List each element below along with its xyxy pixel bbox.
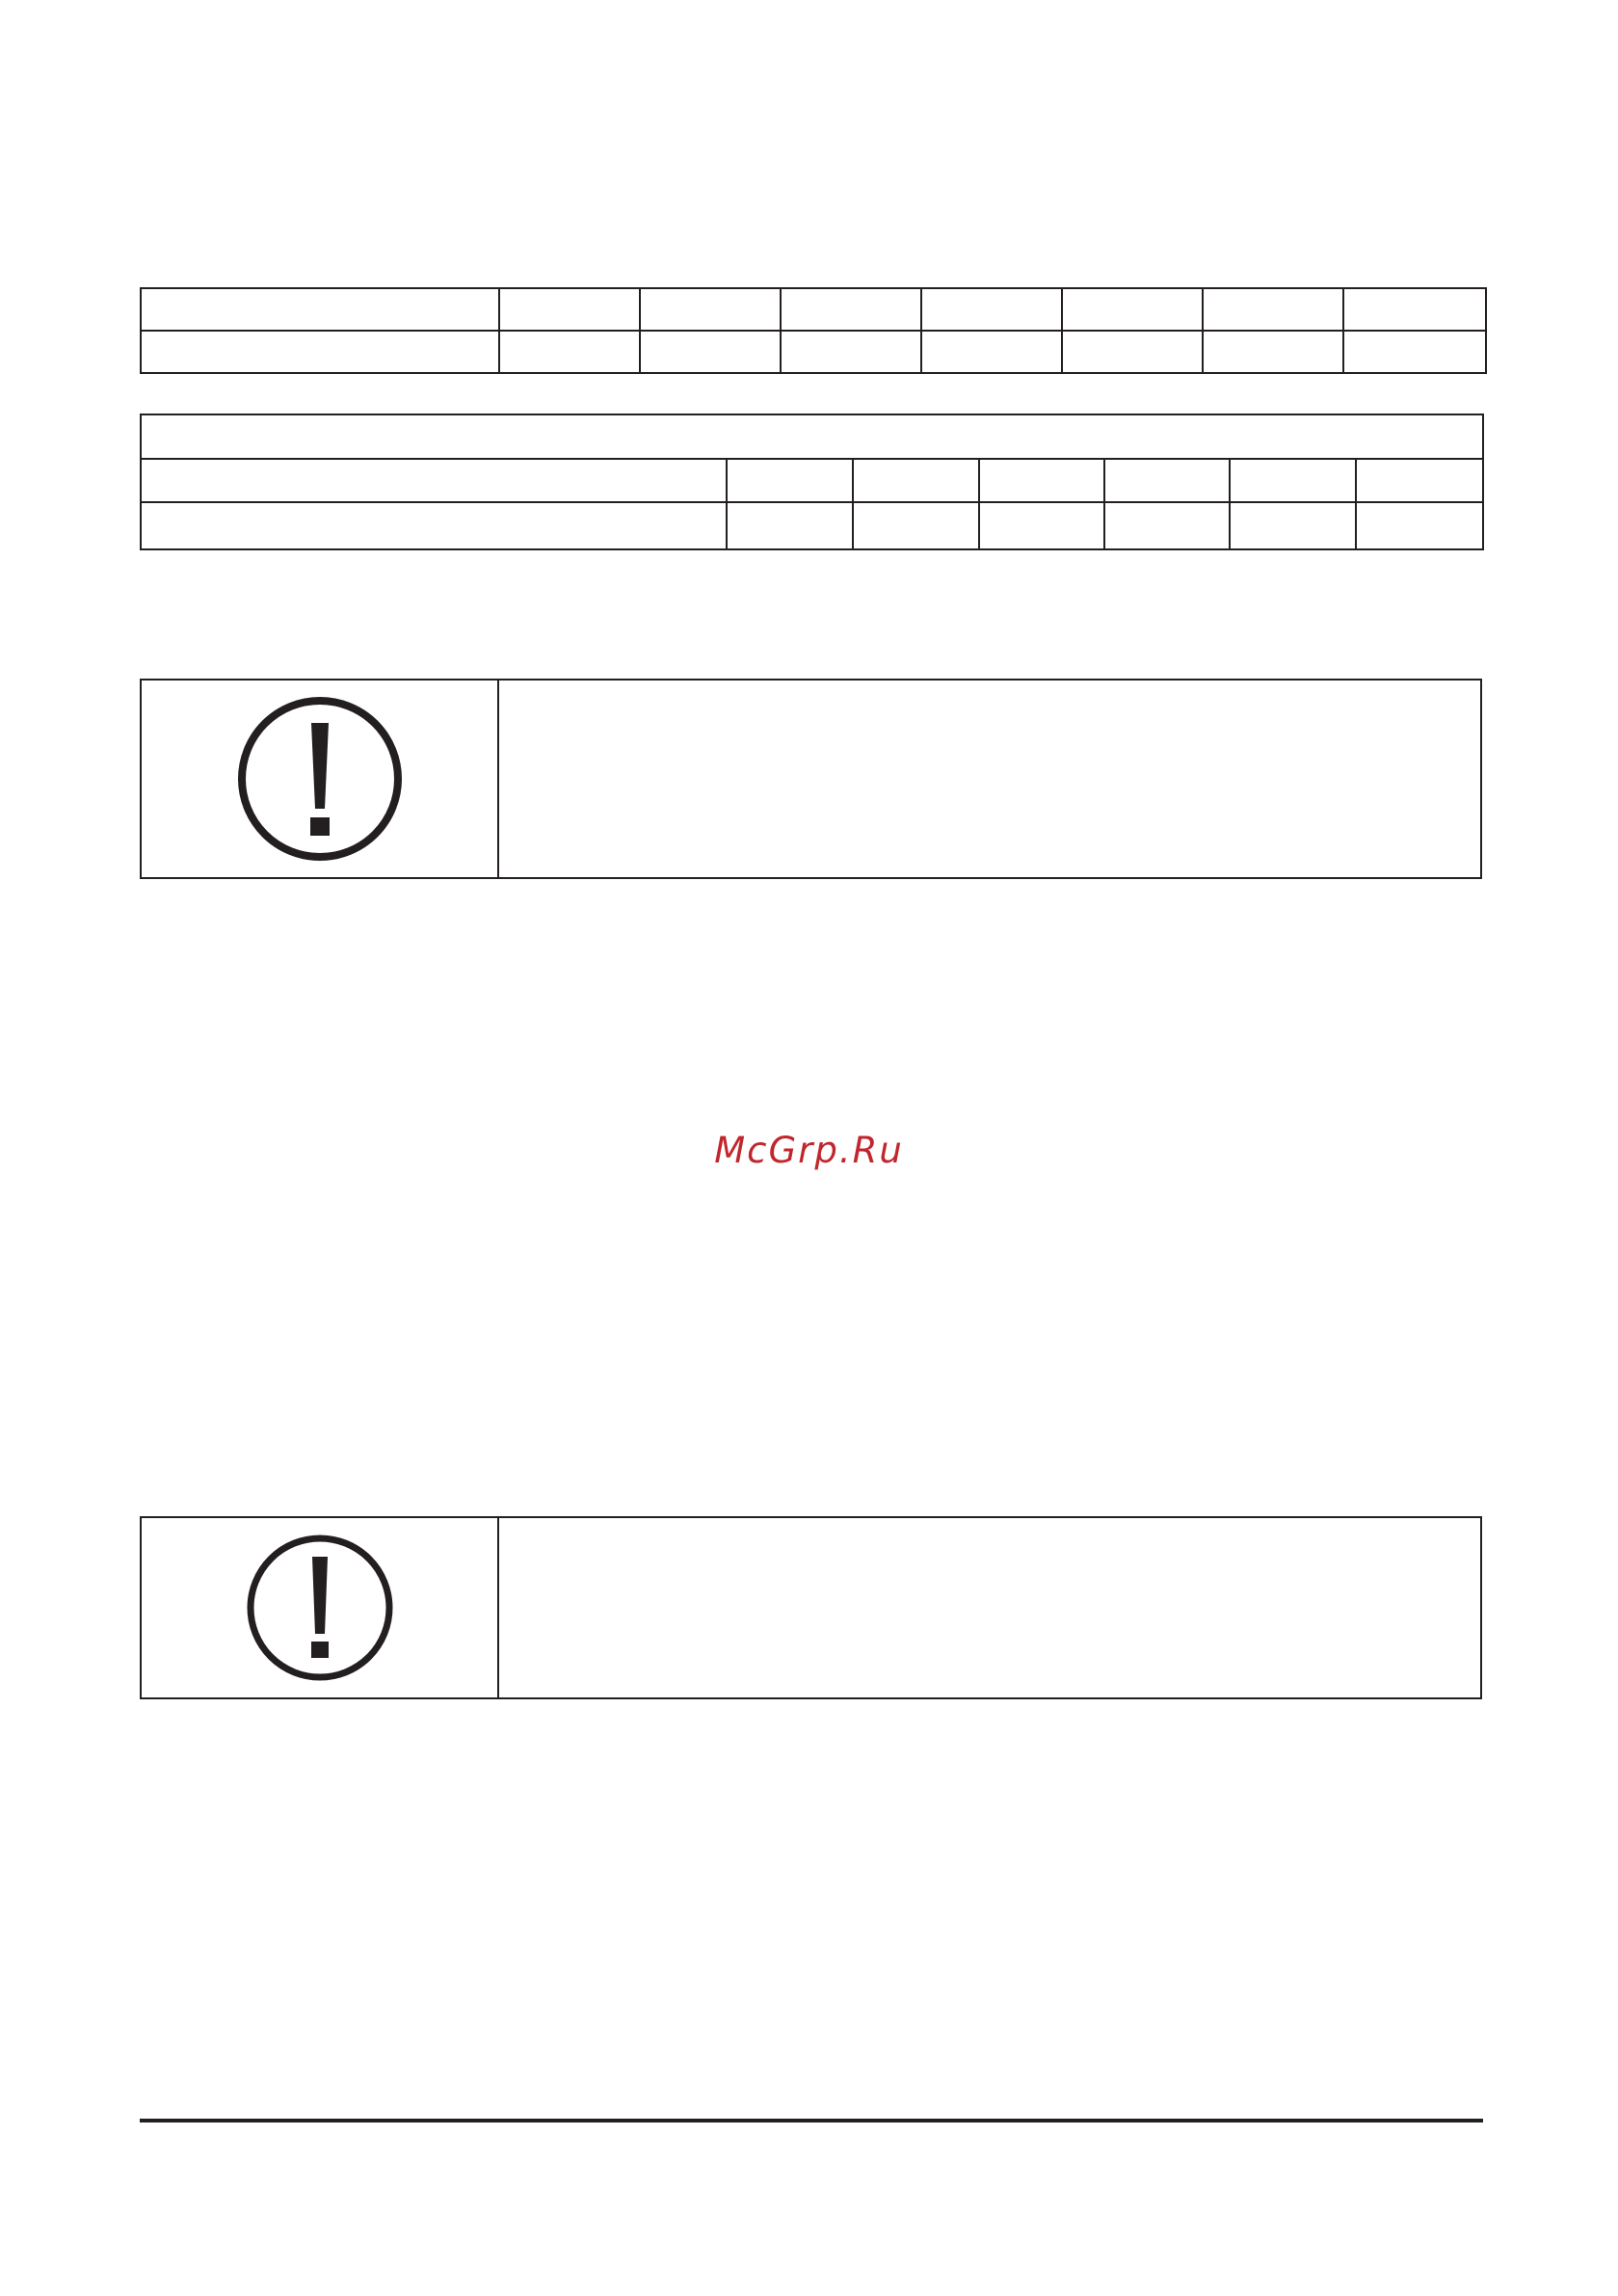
table-cell bbox=[979, 502, 1104, 549]
table-cell bbox=[141, 502, 727, 549]
table-header-cell bbox=[141, 414, 1483, 459]
table-cell bbox=[1104, 502, 1230, 549]
table-cell bbox=[781, 331, 921, 373]
table-row bbox=[141, 459, 1483, 502]
spec-table-1 bbox=[140, 287, 1487, 374]
table-cell bbox=[1062, 288, 1203, 331]
spec-table-2 bbox=[140, 414, 1484, 550]
table-cell bbox=[1230, 502, 1356, 549]
exclamation-circle-icon bbox=[245, 1533, 395, 1683]
table-cell bbox=[1343, 331, 1486, 373]
table-row bbox=[141, 502, 1483, 549]
caution-notice bbox=[140, 1516, 1482, 1699]
table-cell bbox=[727, 459, 853, 502]
table-row bbox=[141, 331, 1486, 373]
table-header-row bbox=[141, 414, 1483, 459]
notice-icon-cell bbox=[142, 681, 499, 877]
table-row bbox=[141, 288, 1486, 331]
table-cell bbox=[141, 459, 727, 502]
watermark: McGrp.Ru bbox=[714, 1130, 904, 1171]
table-cell bbox=[1203, 331, 1343, 373]
caution-notice bbox=[140, 679, 1482, 879]
table-cell bbox=[921, 288, 1062, 331]
exclamation-circle-icon bbox=[235, 694, 405, 864]
table-cell bbox=[1203, 288, 1343, 331]
table-cell bbox=[853, 502, 979, 549]
table-cell bbox=[1356, 502, 1483, 549]
notice-icon-cell bbox=[142, 1518, 499, 1697]
table-cell bbox=[853, 459, 979, 502]
table-cell bbox=[1230, 459, 1356, 502]
table-cell bbox=[1356, 459, 1483, 502]
table-cell bbox=[1062, 331, 1203, 373]
table-cell bbox=[640, 288, 781, 331]
table-cell bbox=[921, 331, 1062, 373]
table-cell bbox=[1104, 459, 1230, 502]
notice-text bbox=[499, 1518, 1480, 1697]
table-cell bbox=[1343, 288, 1486, 331]
table-cell bbox=[781, 288, 921, 331]
table-cell bbox=[499, 331, 640, 373]
table-cell bbox=[141, 331, 499, 373]
table-cell bbox=[979, 459, 1104, 502]
table-cell bbox=[727, 502, 853, 549]
table-cell bbox=[141, 288, 499, 331]
notice-text bbox=[499, 681, 1480, 877]
table-cell bbox=[640, 331, 781, 373]
table-cell bbox=[499, 288, 640, 331]
footer-rule bbox=[140, 2119, 1483, 2122]
